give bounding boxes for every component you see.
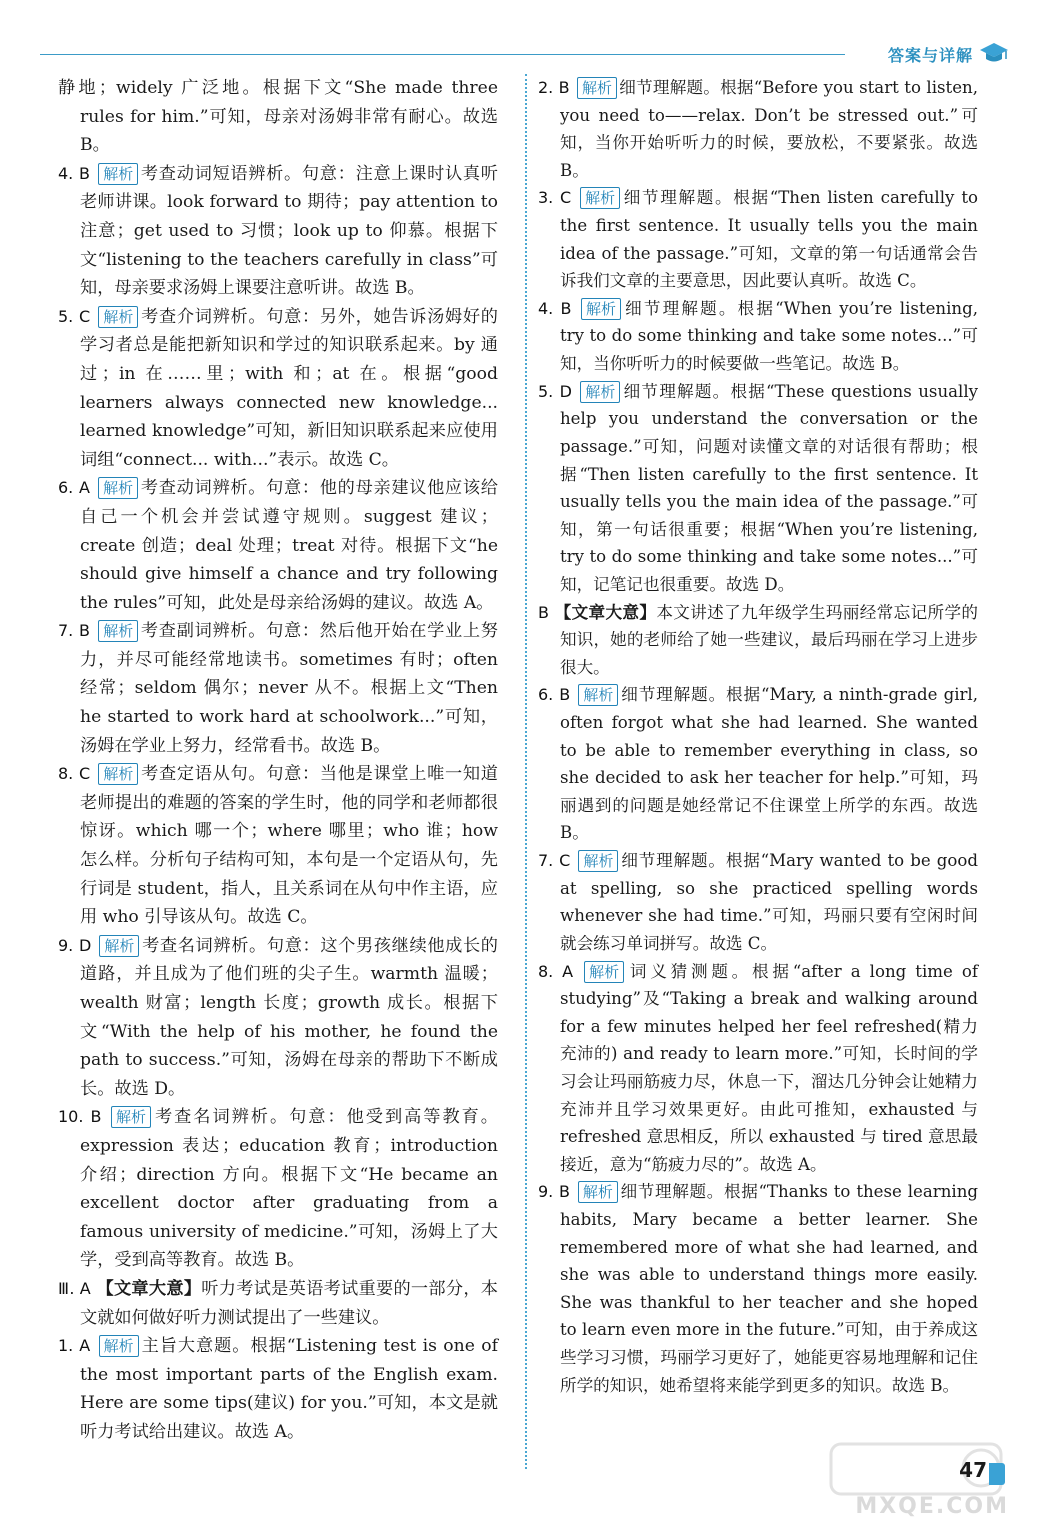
answer-text: 考查介词辨析。句意：另外，她告诉汤姆好的学习者总是能把新知识和学过的知识联系起来。by 通过；in 在……里；with 和；at 在。根据“good learners always connected new knowledge... learned knowledge”可知，新旧知识联系起来应使用词组“connect... with...”表示。故选 C。: [80, 306, 498, 470]
answer-text: 本文讲述了九年级学生玛丽经常忘记所学的知识，她的老师给了她一些建议，最后玛丽在学习上进步很大。: [560, 602, 979, 677]
answer-number: 7. C: [538, 851, 571, 871]
answer-text: 考查名词辨析。句意：这个男孩继续他成长的道路，并且成为了他们班的尖子生。warmth 温暖；wealth 财富；length 长度；growth 成长。根据下文“With the help of his mother, he found the path to success.”可知，汤姆在母亲的帮助下不断成长。故选 D。: [80, 935, 498, 1099]
watermark-text: MXQE.COM: [855, 1494, 1009, 1519]
answer-text: 听力考试是英语考试重要的一部分，本文就如何做好听力测试提出了一些建议。: [80, 1278, 498, 1328]
answer-number: 7. B: [58, 621, 91, 641]
answer-entry: [58, 303, 498, 475]
answer-number: B: [538, 602, 549, 622]
answer-text: 细节理解题。根据“Mary, a ninth-grade girl, often forgot what she had learned. She wanted to be able to remember everything in class, so she decided to ask her teacher for help.”可知，玛丽遇到的问题是她经常记不住课堂上所学的东西。故选 B。: [560, 685, 979, 843]
analysis-tag: 解析: [98, 620, 138, 642]
section-heading: 【文章大意】: [554, 601, 657, 622]
answer-text: 细节理解题。根据“Mary wanted to be good at spelling, so she practiced spelling words whenever she had time.”可知，玛丽只要有空闲时间就会练习单词拼写。故选 C。: [560, 851, 978, 953]
analysis-tag: 解析: [99, 1335, 139, 1357]
page-number: 47: [959, 1458, 987, 1482]
analysis-tag: 解析: [584, 961, 624, 983]
page-tab-marker: [989, 1463, 1005, 1485]
analysis-tag: 解析: [111, 1106, 151, 1128]
answer-entry: [58, 474, 498, 617]
answer-number: 2. B: [538, 78, 570, 97]
answer-number: 1. A: [58, 1336, 91, 1356]
answer-text: 细节理解题。根据“Thanks to these learning habits, Mary became a better learner. She remembered more of what she had learned, and she was able to understand things more easily. She was thankful to her teacher and she hoped to learn even more in the future.”可知，由于养成这些学习习惯，玛丽学习更好了，她能更容易地理解和记住所学的知识，她希望将来能学到更多的知识。故选 B。: [560, 1182, 979, 1395]
answer-number: 4. B: [58, 163, 91, 183]
analysis-tag: 解析: [98, 477, 138, 499]
answer-text: 主旨大意题。根据“Listening test is one of the most important parts of the English exam. Here are some tips(建议) for you.”可知，本文是就听力考试给出建议。故选 A。: [80, 1336, 499, 1442]
answer-text: 考查动词短语辨析。句意：注意上课时认真听老师讲课。look forward to 期待；pay attention to 注意；get used to 习惯；look up to 仰慕。根据下文“listening to the teachers carefully in class”可知，母亲要求汤姆上课要注意听讲。故选 B。: [80, 163, 498, 299]
answer-text: 词义猜测题。根据“after a long time of studying”及“Taking a break and walking around for a few minutes helped her feel refreshed(精力充沛的) and ready to learn more.”可知，长时间的学习会让玛丽筋疲力尽，休息一下，溜达几分钟会让她精力充沛并且学习效果更好。由此可推知，exhausted 与 refreshed 意思相反，所以 exhausted 与 tired 意思最接近，意为“筋疲力尽的”。故选 A。: [560, 961, 978, 1174]
answer-entry: [58, 760, 498, 932]
answer-entry: [58, 932, 498, 1104]
answer-number: 5. D: [538, 381, 572, 401]
answer-column-right: [538, 74, 978, 1399]
answer-text: 考查副词辨析。句意：然后他开始在学业上努力，并尽可能经常地读书。sometimes 有时；often 经常；seldom 偶尔；never 从不。根据上文“Then he started to work hard at schoolwork...”可知，汤姆在学业上努力，经常看书。故选 B。: [80, 621, 498, 756]
answer-text: 细节理解题。根据“These questions usually help you understand the conversation or the passage.”可知，问题对读懂文章的对话很有帮助；根据“Then listen carefully to the first sentence. It usually tells you the main idea of the passage.”可知，第一句话很重要；根据“When you’re listening, try to do some thinking and take some notes...”可知，记笔记也很重要。故选 D。: [560, 381, 979, 594]
answer-entry: [538, 599, 979, 682]
section-heading: 【文章大意】: [96, 1278, 202, 1299]
header-rule: [40, 54, 845, 55]
analysis-tag: 解析: [98, 763, 138, 785]
page-header: [40, 40, 1015, 68]
answer-entry: [538, 74, 979, 184]
answer-number: 10. B: [58, 1107, 102, 1127]
answer-text: 考查定语从句。句意：当他是课堂上唯一知道老师提出的难题的答案的学生时，他的同学和老师都很惊讶。which 哪一个；where 哪里；who 谁；how 怎么样。分析句子结构可知，本句是一个定语从句，先行词是 student，指人，且关系词在从句中作主语，应用 who 引导该从句。故选 C。: [80, 764, 498, 928]
analysis-tag: 解析: [98, 306, 138, 328]
answer-entry: [538, 958, 978, 1179]
answer-entry: [538, 378, 979, 599]
answer-entry: [58, 617, 498, 760]
analysis-tag: 解析: [99, 935, 139, 957]
answer-entry: [58, 1332, 499, 1446]
answer-number: 9. B: [538, 1182, 570, 1202]
analysis-tag: 解析: [580, 381, 620, 403]
answer-entry: [538, 184, 979, 294]
column-divider: [525, 74, 527, 1469]
answer-number: 5. C: [58, 306, 91, 326]
answer-number: 4. B: [538, 298, 572, 318]
answer-entry: [538, 1178, 979, 1399]
answer-number: 8. A: [538, 961, 574, 981]
answer-entry: [538, 295, 979, 378]
answer-text: 细节理解题。根据“When you’re listening, try to do some thinking and take some notes...”可知，当你听听力的时候要做一些笔记。故选 B。: [560, 298, 979, 374]
answer-text: 细节理解题。根据“Then listen carefully to the first sentence. It usually tells you the main idea of the passage.”可知，文章的第一句话通常会告诉我们文章的主要意思，因此要认真听。故选 C。: [560, 188, 979, 291]
answer-entry: [58, 1103, 498, 1275]
analysis-tag: 解析: [578, 850, 618, 872]
answer-entry: [58, 160, 498, 303]
answer-entry: [538, 847, 978, 957]
answer-number: 8. C: [58, 764, 91, 784]
header-label: 答案与详解: [887, 46, 973, 65]
analysis-tag: 解析: [578, 1181, 618, 1203]
answer-entry: [58, 74, 498, 160]
analysis-tag: 解析: [578, 684, 618, 706]
analysis-tag: 解析: [580, 187, 620, 209]
answer-column-left: [58, 74, 498, 1447]
graduation-cap-icon: [979, 40, 1009, 66]
answer-entry: [58, 1275, 498, 1332]
analysis-tag: 解析: [98, 163, 138, 185]
answer-number: 6. A: [58, 478, 90, 498]
answer-text: 静地；widely 广泛地。根据下文“She made three rules for him.”可知，母亲对汤姆非常有耐心。故选 B。: [58, 78, 498, 156]
answer-number: Ⅲ. A: [58, 1278, 91, 1298]
answer-number: 3. C: [538, 188, 572, 208]
analysis-tag: 解析: [577, 77, 617, 99]
answer-entry: [538, 681, 979, 847]
answer-number: 9. D: [58, 935, 92, 955]
analysis-tag: 解析: [581, 298, 621, 320]
answer-number: 6. B: [538, 685, 571, 705]
answer-text: 细节理解题。根据“Before you start to listen, you need to——relax. Don’t be stressed out.”可知，当你开始听听力的时候，要放松，不要紧张。故选 B。: [560, 78, 979, 180]
answer-text: 考查名词辨析。句意：他受到高等教育。expression 表达；education 教育；introduction 介绍；direction 方向。根据下文“He became an excellent doctor after graduating from a famous university of medicine.”可知，汤姆上了大学，受到高等教育。故选 B。: [80, 1107, 498, 1271]
answer-text: 考查动词辨析。句意：他的母亲建议他应该给自己一个机会并尝试遵守规则。suggest 建议；create 创造；deal 处理；treat 对待。根据下文“he should give himself a chance and try following the rules”可知，此处是母亲给汤姆的建议。故选 A。: [80, 478, 498, 613]
